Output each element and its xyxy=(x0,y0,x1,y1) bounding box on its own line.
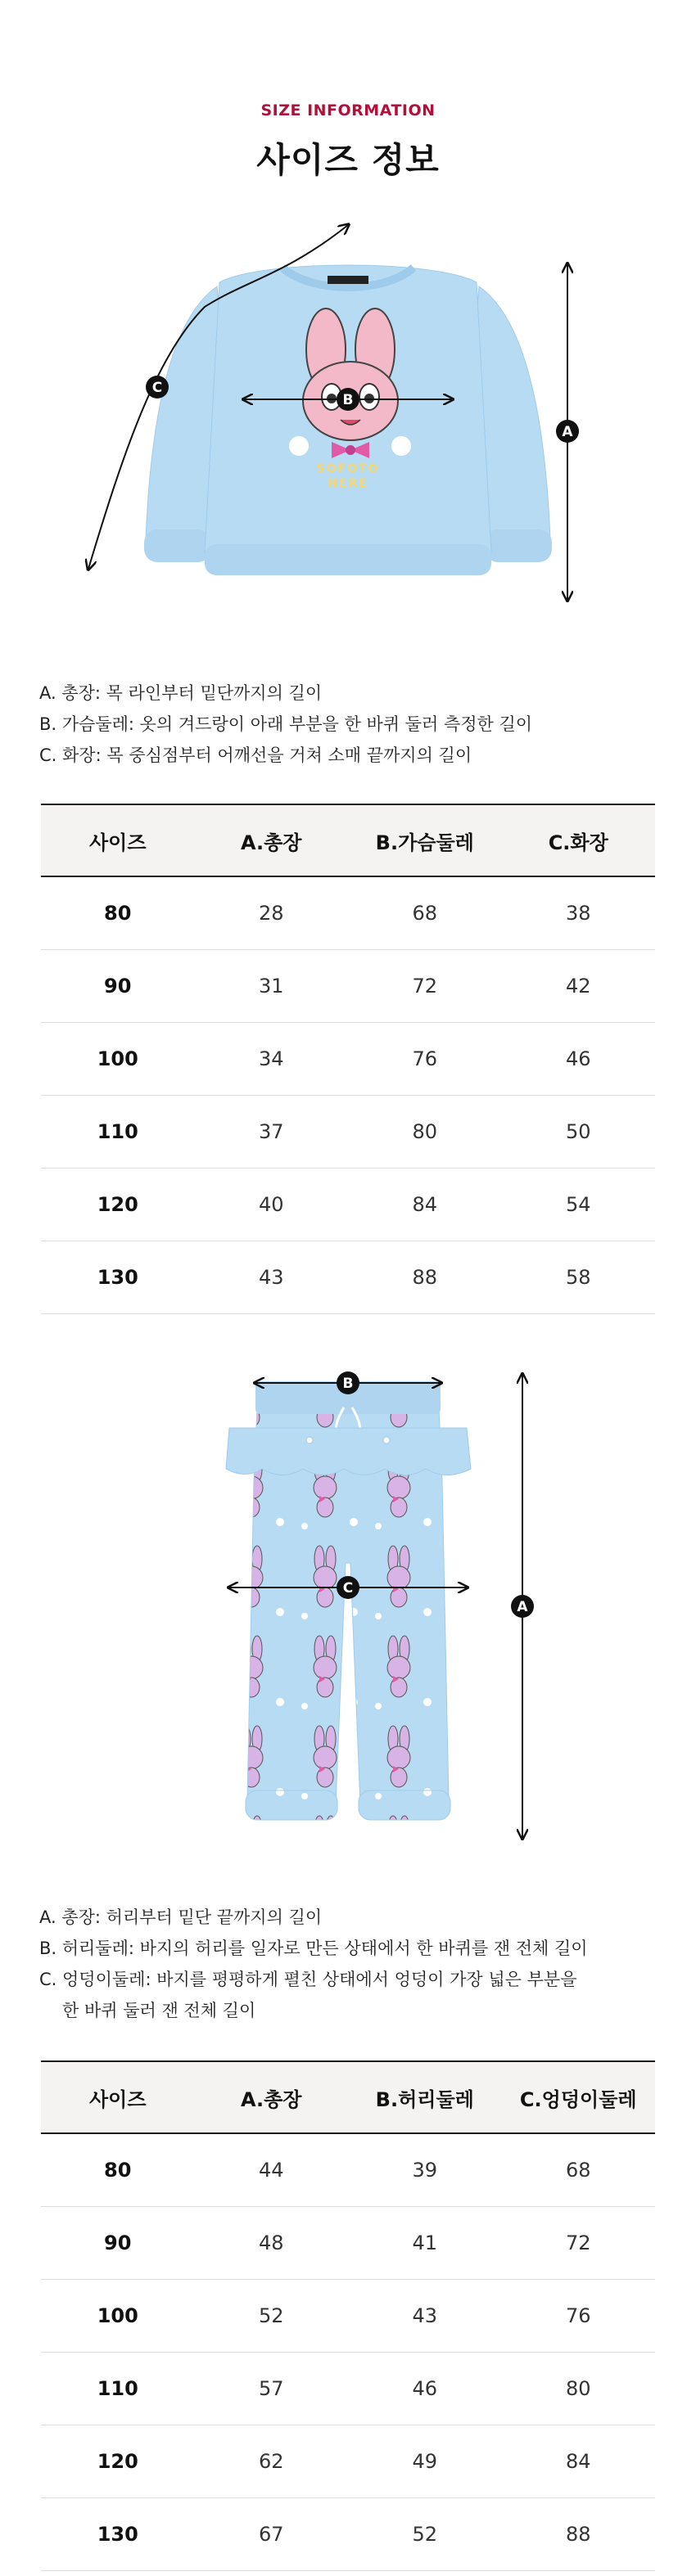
value-cell: 39 xyxy=(348,2133,502,2207)
left-ankle-cuff xyxy=(246,1790,337,1820)
column-header: A.총장 xyxy=(195,2061,349,2133)
brand-label xyxy=(328,276,368,284)
value-cell: 54 xyxy=(502,1169,656,1241)
table-row xyxy=(41,876,655,950)
size-cell: 80 xyxy=(41,2133,195,2207)
column-header: 사이즈 xyxy=(41,804,195,876)
value-cell: 46 xyxy=(348,2353,502,2425)
value-cell: 40 xyxy=(195,1169,349,1241)
value-cell: 48 xyxy=(195,2207,349,2280)
value-cell: 80 xyxy=(348,1096,502,1169)
top-size-table xyxy=(41,804,655,1314)
table-header-row xyxy=(41,804,655,876)
marker-c-label: C xyxy=(342,1580,354,1596)
value-cell: 88 xyxy=(348,1241,502,1314)
size-cell: 90 xyxy=(41,2207,195,2280)
column-header: 사이즈 xyxy=(41,2061,195,2133)
column-header: B.가슴둘레 xyxy=(348,804,502,876)
table-row xyxy=(41,1241,655,1314)
value-cell: 49 xyxy=(348,2425,502,2498)
bottom-size-table xyxy=(41,2060,655,2571)
note-line: 한 바퀴 둘러 잰 전체 길이 xyxy=(62,2001,256,2020)
table-row xyxy=(41,1169,655,1241)
button xyxy=(383,1437,390,1443)
note-line: B. 허리둘레: 바지의 허리를 일자로 만든 상태에서 한 바퀴를 잰 전체 길이 xyxy=(39,1939,588,1958)
value-cell: 58 xyxy=(502,1241,656,1314)
size-cell: 90 xyxy=(41,950,195,1023)
value-cell: 43 xyxy=(195,1241,349,1314)
size-cell: 130 xyxy=(41,2498,195,2571)
value-cell: 28 xyxy=(195,876,349,950)
value-cell: 84 xyxy=(348,1169,502,1241)
page-title: 사이즈 정보 xyxy=(256,140,440,180)
pants-illustration xyxy=(0,1358,696,1866)
value-cell: 43 xyxy=(348,2280,502,2353)
column-header: C.화장 xyxy=(502,804,656,876)
table-row xyxy=(41,2207,655,2280)
note-line: B. 가슴둘레: 옷의 겨드랑이 아래 부분을 한 바퀴 둘러 측정한 길이 xyxy=(39,714,533,734)
right-ankle-cuff xyxy=(359,1790,450,1820)
top-measurement-notes xyxy=(39,678,662,771)
table-header-row xyxy=(41,2061,655,2133)
left-cuff xyxy=(144,529,211,562)
marker-b-label: B xyxy=(342,1376,354,1392)
size-cell: 100 xyxy=(41,1023,195,1096)
value-cell: 76 xyxy=(348,1023,502,1096)
note-line: A. 총장: 허리부터 밑단 끝까지의 길이 xyxy=(39,1907,323,1927)
sweatshirt-illustration xyxy=(0,209,696,626)
value-cell: 42 xyxy=(502,950,656,1023)
table-row xyxy=(41,950,655,1023)
value-cell: 44 xyxy=(195,2133,349,2207)
hem-band xyxy=(205,544,491,575)
value-cell: 52 xyxy=(195,2280,349,2353)
value-cell: 41 xyxy=(348,2207,502,2280)
size-cell: 130 xyxy=(41,1241,195,1314)
marker-a-label: A xyxy=(562,424,573,440)
value-cell: 76 xyxy=(502,2280,656,2353)
bottom-measurement-notes xyxy=(39,1902,662,2026)
marker-b-label: B xyxy=(342,392,354,408)
marker-c-label: C xyxy=(151,380,163,396)
table-row xyxy=(41,2280,655,2353)
right-cuff xyxy=(485,529,552,562)
value-cell: 72 xyxy=(502,2207,656,2280)
value-cell: 80 xyxy=(502,2353,656,2425)
size-cell: 110 xyxy=(41,2353,195,2425)
value-cell: 72 xyxy=(348,950,502,1023)
button xyxy=(306,1437,313,1443)
value-cell: 34 xyxy=(195,1023,349,1096)
graphic-text-line-2: HERE xyxy=(328,477,368,490)
marker-a-label: A xyxy=(517,1599,528,1615)
value-cell: 67 xyxy=(195,2498,349,2571)
size-cell: 120 xyxy=(41,2425,195,2498)
pants-figure xyxy=(0,1358,696,1866)
size-cell: 120 xyxy=(41,1169,195,1241)
value-cell: 52 xyxy=(348,2498,502,2571)
column-header: A.총장 xyxy=(195,804,349,876)
section-eyebrow: SIZE INFORMATION xyxy=(260,101,436,119)
value-cell: 31 xyxy=(195,950,349,1023)
table-row xyxy=(41,2425,655,2498)
value-cell: 84 xyxy=(502,2425,656,2498)
table-row xyxy=(41,2498,655,2571)
size-cell: 80 xyxy=(41,876,195,950)
value-cell: 50 xyxy=(502,1096,656,1169)
table-row xyxy=(41,2133,655,2207)
size-cell: 110 xyxy=(41,1096,195,1169)
graphic-text-line-1: SOFOTO xyxy=(316,462,380,475)
note-line: A. 총장: 목 라인부터 밑단까지의 길이 xyxy=(39,683,323,703)
sweatshirt-figure xyxy=(0,209,696,626)
table-row xyxy=(41,2353,655,2425)
note-line: C. 엉덩이둘레: 바지를 평평하게 펼친 상태에서 엉덩이 가장 넓은 부분을 xyxy=(39,1970,577,1989)
table-row xyxy=(41,1096,655,1169)
value-cell: 46 xyxy=(502,1023,656,1096)
value-cell: 37 xyxy=(195,1096,349,1169)
value-cell: 68 xyxy=(348,876,502,950)
note-line: C. 화장: 목 중심점부터 어깨선을 거쳐 소매 끝까지의 길이 xyxy=(39,745,472,765)
size-cell: 100 xyxy=(41,2280,195,2353)
column-header: C.엉덩이둘레 xyxy=(502,2061,656,2133)
value-cell: 38 xyxy=(502,876,656,950)
column-header: B.허리둘레 xyxy=(348,2061,502,2133)
value-cell: 88 xyxy=(502,2498,656,2571)
value-cell: 62 xyxy=(195,2425,349,2498)
ruffle-skirt xyxy=(226,1428,471,1475)
value-cell: 68 xyxy=(502,2133,656,2207)
table-row xyxy=(41,1023,655,1096)
value-cell: 57 xyxy=(195,2353,349,2425)
